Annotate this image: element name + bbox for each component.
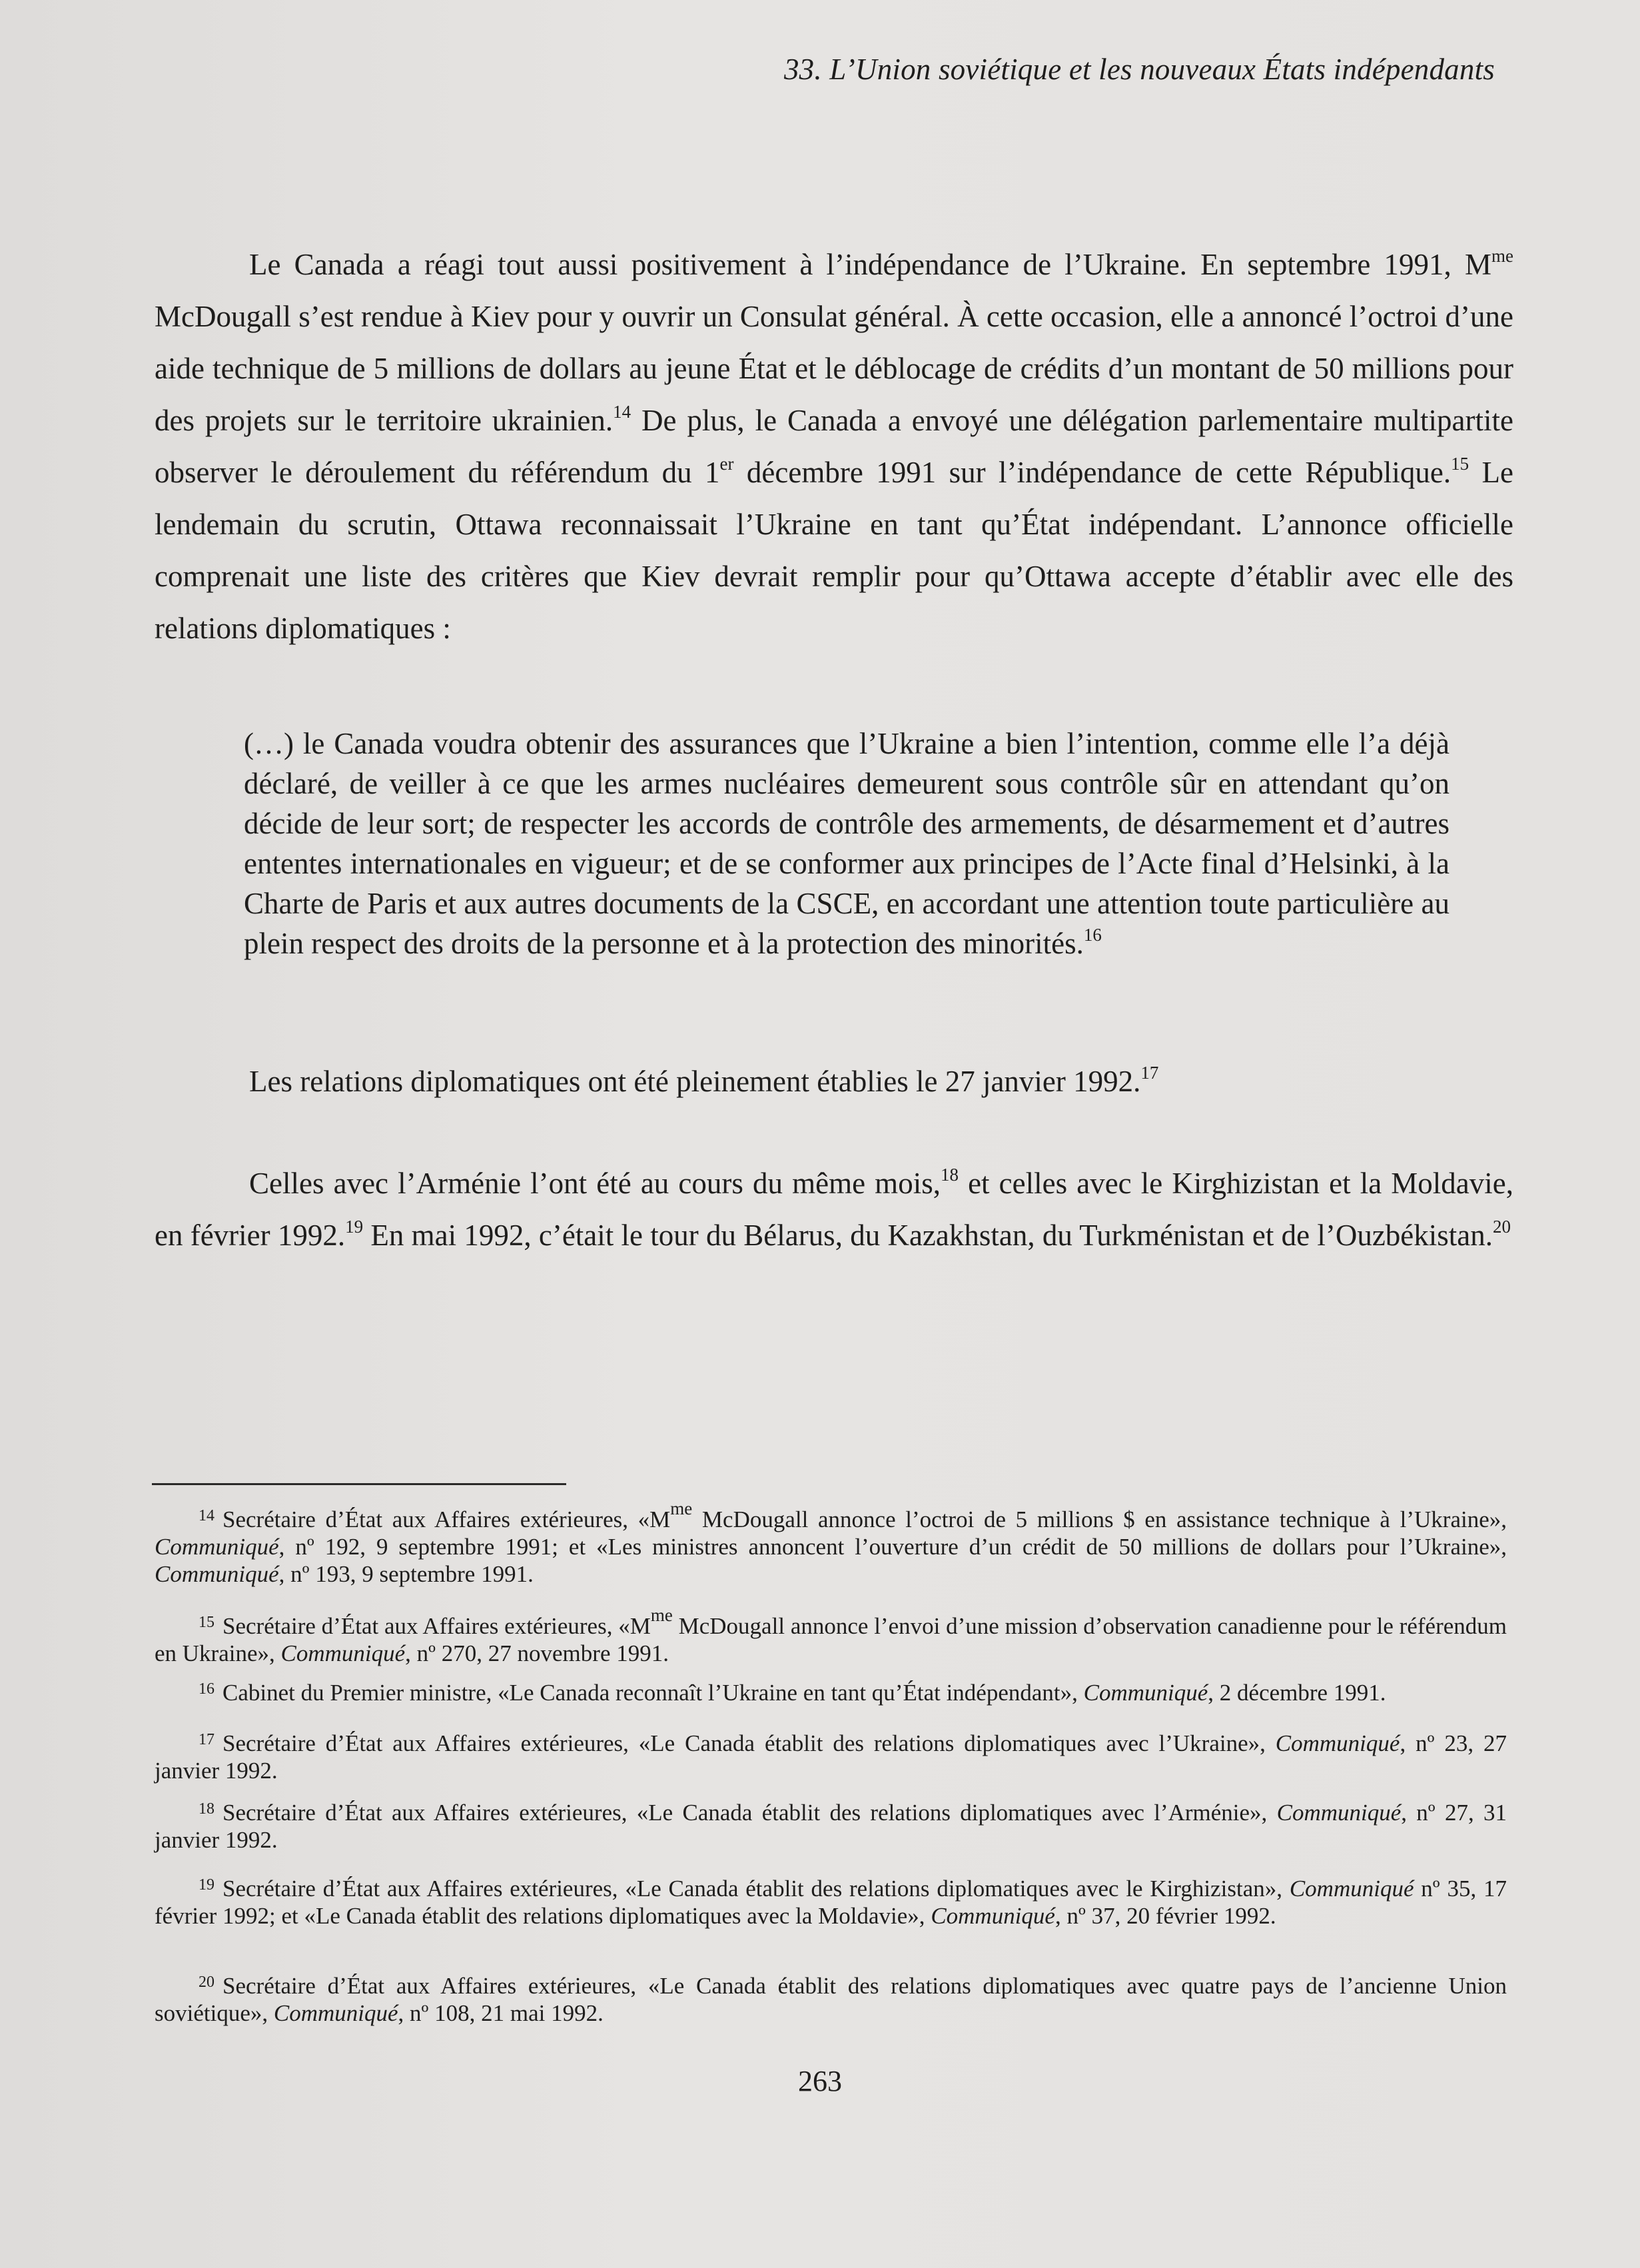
footnote-20: $^{20}$ Secrétaire d’État aux Affaires extérieures, «Le Canada établit des relations diplomatiques avec quatre pays de l’ancienne Union soviétique», Communiqué, nº 108, 21 mai 1992. (155, 1973, 1507, 2026)
paragraph-ukraine-independence: Le Canada a réagi tout aussi positivement à l’indépendance de l’Ukraine. En septembre 1991, $M^{me}$ McDougall s’est rendue à Kiev pour y ouvrir un Consulat général. À cette occasion, elle a annoncé l’octroi d’une aide technique de 5 millions de dollars au jeune État et le déblocage de crédits d’un montant de 50 millions pour des projets sur le territoire ukrainien.$^{14}$ De plus, le Canada a envoyé une délégation parlementaire multipartite observer le déroulement du référendum du 1er décembre 1991 sur l’indépendance de cette République.$^{15}$ Le lendemain du scrutin, Ottawa reconnaissait l’Ukraine en tant qu’État indépendant. L’annonce officielle comprenait une liste des critères que Kiev devrait remplir pour qu’Ottawa accepte d’établir avec elle des relations diplomatiques : (155, 246, 1513, 645)
footnote-18: $^{18}$ Secrétaire d’État aux Affaires extérieures, «Le Canada établit des relations diplomatiques avec l’Arménie», Communiqué, nº 27, 31 janvier 1992. (155, 1800, 1507, 1853)
footnote-separator (152, 1483, 566, 1485)
footnote-19: $^{19}$ Secrétaire d’État aux Affaires extérieures, «Le Canada établit des relations diplomatiques avec le Kirghizistan», Communiqué nº 35, 17 février 1992; et «Le Canada établit des relations diplomatiques avec la Moldavie», Communiqué, nº 37, 20 février 1992. (155, 1876, 1507, 1929)
page-number: 263 (798, 2065, 842, 2097)
paragraph-relations-established: Les relations diplomatiques ont été pleinement établies le 27 janvier 1992.17 (249, 1063, 1159, 1098)
footnote-16: $^{16}$ Cabinet du Premier ministre, «Le Canada reconnaît l’Ukraine en tant qu’État indépendant», Communiqué, 2 décembre 1991. (199, 1680, 1386, 1706)
footnote-ref-14: 14 (613, 402, 631, 422)
paragraph-other-republics: Celles avec l’Arménie l’ont été au cours du même mois,$^{18}$ et celles avec le Kirghizistan et la Moldavie, en février 1992.19 En mai 1992, c’était le tour du Bélarus, du Kazakhstan, du Turkménistan et de l’Ouzbékistan.$^{20}$ (155, 1165, 1513, 1252)
footnote-17: $^{17}$ Secrétaire d’État aux Affaires extérieures, «Le Canada établit des relations diplomatiques avec l’Ukraine», Communiqué, nº 23, 27 janvier 1992. (155, 1730, 1507, 1784)
running-head: 33. L’Union soviétique et les nouveaux États indépendants (783, 53, 1495, 86)
footnote-ref-20: 20 (1493, 1217, 1511, 1237)
footnote-ref-16: 16 (1083, 925, 1102, 945)
superscript: me (1491, 246, 1513, 266)
footnote-15: $^{15}$ Secrétaire d’État aux Affaires extérieures, «$M^{me}$ McDougall annonce l’envoi d’une mission d’observation canadienne pour le référendum en Ukraine», Communiqué, nº 270, 27 novembre 1991. (155, 1605, 1507, 1666)
superscript: er (719, 454, 734, 474)
footnote-ref-18: 18 (940, 1165, 959, 1185)
footnote-ref-15: 15 (1451, 454, 1469, 474)
footnote-ref-17: 17 (1140, 1063, 1159, 1083)
block-quote: (…) le Canada voudra obtenir des assurances que l’Ukraine a bien l’intention, comme elle l’a déjà déclaré, de veiller à ce que les armes nucléaires demeurent sous contrôle sûr en attendant qu’on décide de leur sort; de respecter les accords de contrôle des armements, de désarmement et d’autres ententes internationales en vigueur; et de se conformer aux principes de l’Acte final d’Helsinki, à la Charte de Paris et aux autres documents de la CSCE, en accordant une attention toute particulière au plein respect des droits de la personne et à la protection des minorités.$^{16}$ (244, 727, 1449, 960)
footnote-14: $^{14}$ Secrétaire d’État aux Affaires extérieures, «$M^{me}$ McDougall annonce l’octroi de 5 millions $ en assistance technique à l’Ukraine», Communiqué, nº 192, 9 septembre 1991; et «Les ministres annoncent l’ouverture d’un crédit de 50 millions de dollars pour l’Ukraine», Communiqué, nº 193, 9 septembre 1991. (155, 1498, 1507, 1587)
footnote-ref-19: 19 (345, 1217, 364, 1237)
